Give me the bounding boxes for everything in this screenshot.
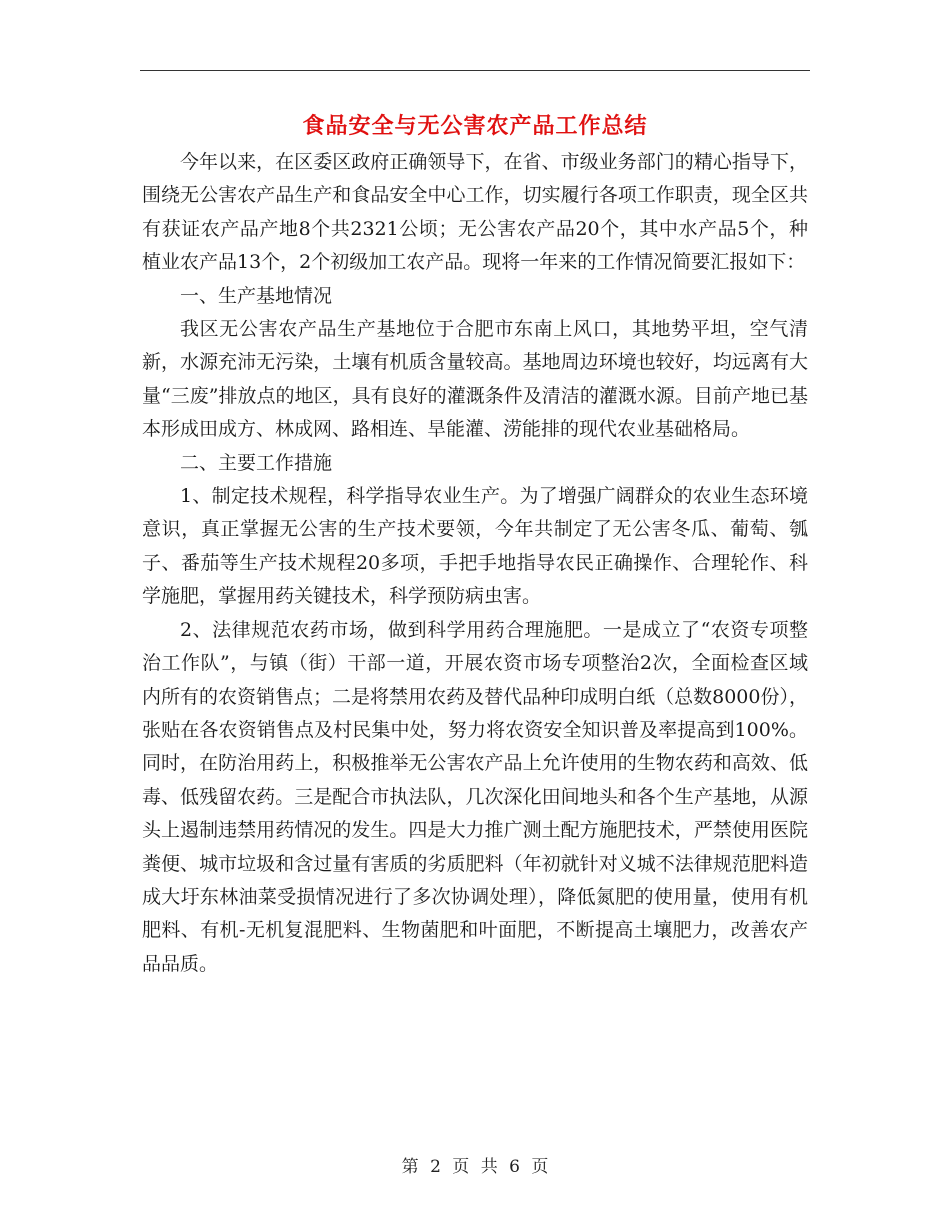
document-body [142,146,808,981]
document-title: 食品安全与无公害农产品工作总结 [302,113,648,139]
section-heading-production-base: 一、生产基地情况 [180,284,333,307]
production-base-paragraph: 我区无公害农产品生产基地位于合肥市东南上风口，其地势平坦，空气清新，水源充沛无污染，土壤有机质含量较高。基地周边环境也较好，均远离有大量“三废”排放点的地区，具有良好的灌溉条件及清洁的灌溉水源。目前产地已基本形成田成方、林成网、路相连、旱能灌、涝能排的现代农业基础格局。 [142,318,808,441]
measure-2-paragraph: 2、法律规范农药市场，做到科学用药合理施肥。一是成立了“农资专项整治工作队”，与镇（街）干部一道，开展农资市场专项整治2次，全面检查区域内所有的农资销售点；二是将禁用农药及替代品种印成明白纸（总数8000份），张贴在各农资销售点及村民集中处，努力将农资安全知识普及率提高到100%。同时，在防治用药上，积极推举无公害农产品上允许使用的生物农药和高效、低毒、低残留农药。三是配合市执法队，几次深化田间地头和各个生产基地，从源头上遏制违禁用药情况的发生。四是大力推广测土配方施肥技术，严禁使用医院粪便、城市垃圾和含过量有害质的劣质肥料（年初就针对义城不法律规范肥料造成大圩东林油菜受损情况进行了多次协调处理），降低氮肥的使用量，使用有机肥料、有机-无机复混肥料、生物菌肥和叶面肥，不断提高土壤肥力，改善农产品品质。 [142,618,808,975]
page-number-footer: 第 2 页 共 6 页 [401,1157,549,1177]
measure-1-paragraph: 1、制定技术规程，科学指导农业生产。为了增强广阔群众的农业生态环境意识，真正掌握无公害的生产技术要领，今年共制定了无公害冬瓜、葡萄、瓠子、番茄等生产技术规程20多项，手把手地指导农民正确操作、合理轮作、科学施肥，掌握用药关键技术，科学预防病虫害。 [142,485,808,608]
header-divider-line [140,70,810,71]
section-heading-main-measures: 二、主要工作措施 [180,451,333,474]
intro-paragraph: 今年以来，在区委区政府正确领导下，在省、市级业务部门的精心指导下，围绕无公害农产品生产和食品安全中心工作，切实履行各项工作职责，现全区共有获证农产品产地8个共2321公顷；无公害农产品20个，其中水产品5个，种植业农产品13个，2个初级加工农产品。现将一年来的工作情况简要汇报如下： [142,151,808,274]
